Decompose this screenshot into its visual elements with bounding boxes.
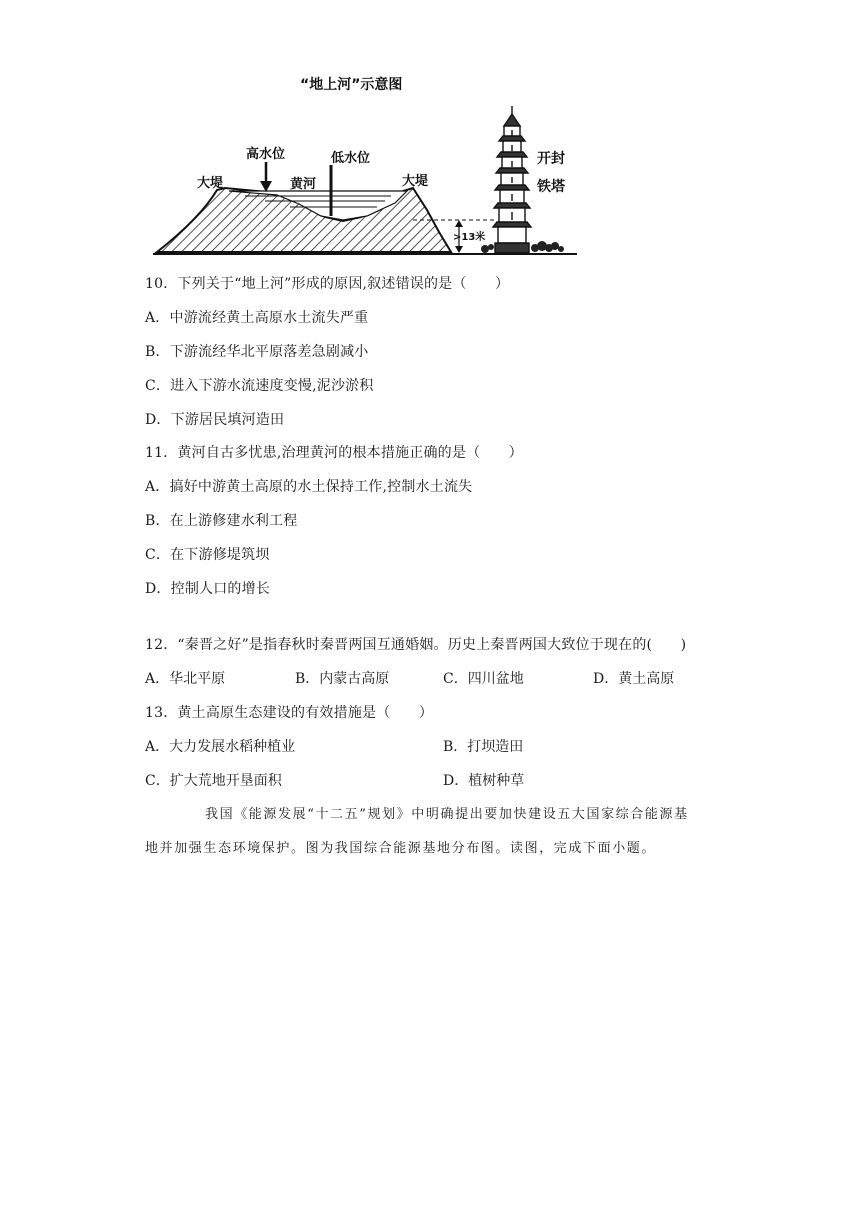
question-13-stem: 13．黄土高原生态建设的有效措施是（ ） (145, 705, 434, 721)
pagoda-icon (493, 106, 531, 253)
question-13-option-a[interactable]: A．大力发展水稻种植业 (145, 739, 296, 755)
city-label-tower: 铁塔 (537, 179, 565, 195)
question-10-option-d[interactable]: D．下游居民填河造田 (145, 412, 285, 428)
question-13-options-row-2 (145, 771, 725, 791)
question-10-option-b[interactable]: B．下游流经华北平原落差急剧减小 (145, 344, 369, 360)
question-12-option-a[interactable]: A．华北平原 (145, 671, 226, 687)
passage-line-1: 我国《能源发展“十二五”规划》中明确提出要加快建设五大国家综合能源基 (205, 807, 689, 822)
dike-left-label: 大堤 (197, 176, 224, 191)
question-11-option-b[interactable]: B．在上游修建水利工程 (145, 513, 298, 529)
high-water-label: 高水位 (246, 147, 286, 162)
question-12-option-c[interactable]: C．四川盆地 (443, 671, 524, 687)
question-10-stem: 10．下列关于“地上河”形成的原因,叙述错误的是（ ） (145, 276, 510, 292)
passage-line-2: 地并加强生态环境保护。图为我国综合能源基地分布图。读图，完成下面小题。 (145, 841, 657, 856)
above-ground-river-diagram (145, 70, 585, 262)
dike-right-label: 大堤 (402, 174, 429, 189)
question-11-option-c[interactable]: C．在下游修堤筑坝 (145, 547, 270, 563)
high-water-arrowhead (260, 181, 272, 192)
question-12-option-b[interactable]: B．内蒙古高原 (295, 671, 390, 687)
question-11-option-a[interactable]: A．搞好中游黄土高原的水土保持工作,控制水土流失 (145, 479, 473, 495)
question-11-stem: 11．黄河自古多忧患,治理黄河的根本措施正确的是（ ） (145, 445, 523, 461)
diagram-title: “地上河”示意图 (300, 77, 403, 93)
question-13-option-d[interactable]: D．植树种草 (443, 773, 525, 789)
question-12-options (145, 669, 725, 689)
question-13-options-row-1 (145, 737, 725, 757)
question-10-option-a[interactable]: A．中游流经黄土高原水土流失严重 (145, 310, 369, 326)
height-arrow-bottom (455, 246, 463, 253)
question-12-stem: 12．“秦晋之好”是指春秋时秦晋两国互通婚姻。历史上秦晋两国大致位于现在的( ) (145, 637, 687, 653)
height-arrow-top (455, 220, 463, 227)
question-10-option-c[interactable]: C．进入下游水流速度变慢,泥沙淤积 (145, 378, 374, 394)
question-13-option-b[interactable]: B．打坝造田 (443, 739, 524, 755)
diagram-svg (145, 70, 585, 262)
city-label-kaifeng: 开封 (537, 151, 565, 167)
river-label: 黄河 (290, 177, 317, 192)
low-water-label: 低水位 (331, 151, 371, 166)
question-13-option-c[interactable]: C．扩大荒地开垦面积 (145, 773, 282, 789)
question-11-option-d[interactable]: D．控制人口的增长 (145, 581, 271, 597)
height-label: >13米 (453, 232, 486, 243)
question-12-option-d[interactable]: D．黄土高原 (593, 671, 675, 687)
